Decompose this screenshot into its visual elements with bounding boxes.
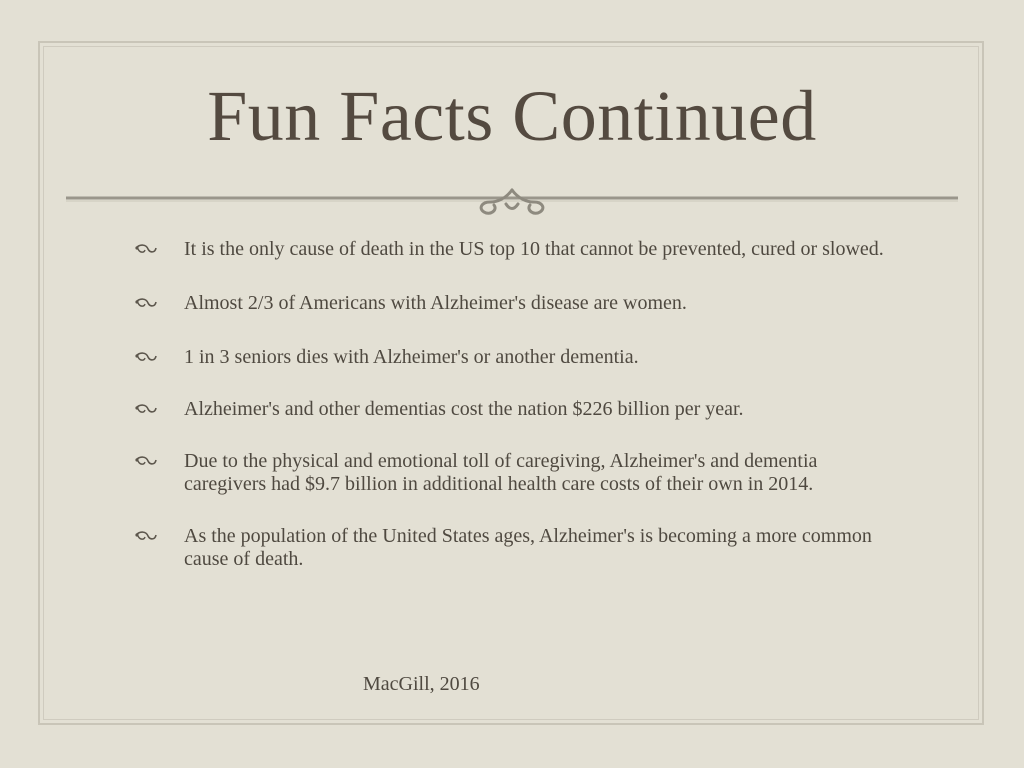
bullet-text: It is the only cause of death in the US top 10 that cannot be prevented, cured or slowed. bbox=[184, 238, 884, 260]
bullet-list bbox=[130, 238, 900, 571]
fleuron-icon bbox=[134, 454, 158, 468]
bullet-text: Alzheimer's and other dementias cost the nation $226 billion per year. bbox=[184, 398, 744, 420]
bullet-text: Due to the physical and emotional toll of caregiving, Alzheimer's and dementia caregivers had $9.7 billion in additional health care costs of their own in 2014. bbox=[184, 450, 818, 495]
fleuron-icon bbox=[134, 529, 158, 543]
ornamental-divider bbox=[66, 186, 958, 226]
citation: MacGill, 2016 bbox=[363, 673, 480, 695]
bullet-item bbox=[130, 450, 900, 496]
fleuron-icon bbox=[134, 350, 158, 364]
slide-title: Fun Facts Continued bbox=[207, 76, 817, 156]
bullet-item bbox=[130, 398, 900, 421]
bullet-item bbox=[130, 525, 900, 571]
fleuron-icon bbox=[134, 402, 158, 416]
scroll-ornament-icon bbox=[481, 190, 543, 213]
bullet-item bbox=[130, 238, 900, 261]
bullet-item bbox=[130, 346, 900, 369]
fleuron-icon bbox=[134, 242, 158, 256]
bullet-text: Almost 2/3 of Americans with Alzheimer's disease are women. bbox=[184, 292, 687, 314]
bullet-text: 1 in 3 seniors dies with Alzheimer's or another dementia. bbox=[184, 346, 639, 368]
fleuron-icon bbox=[134, 296, 158, 310]
bullet-item bbox=[130, 292, 900, 315]
bullet-text: As the population of the United States ages, Alzheimer's is becoming a more common cause of death. bbox=[184, 525, 872, 570]
